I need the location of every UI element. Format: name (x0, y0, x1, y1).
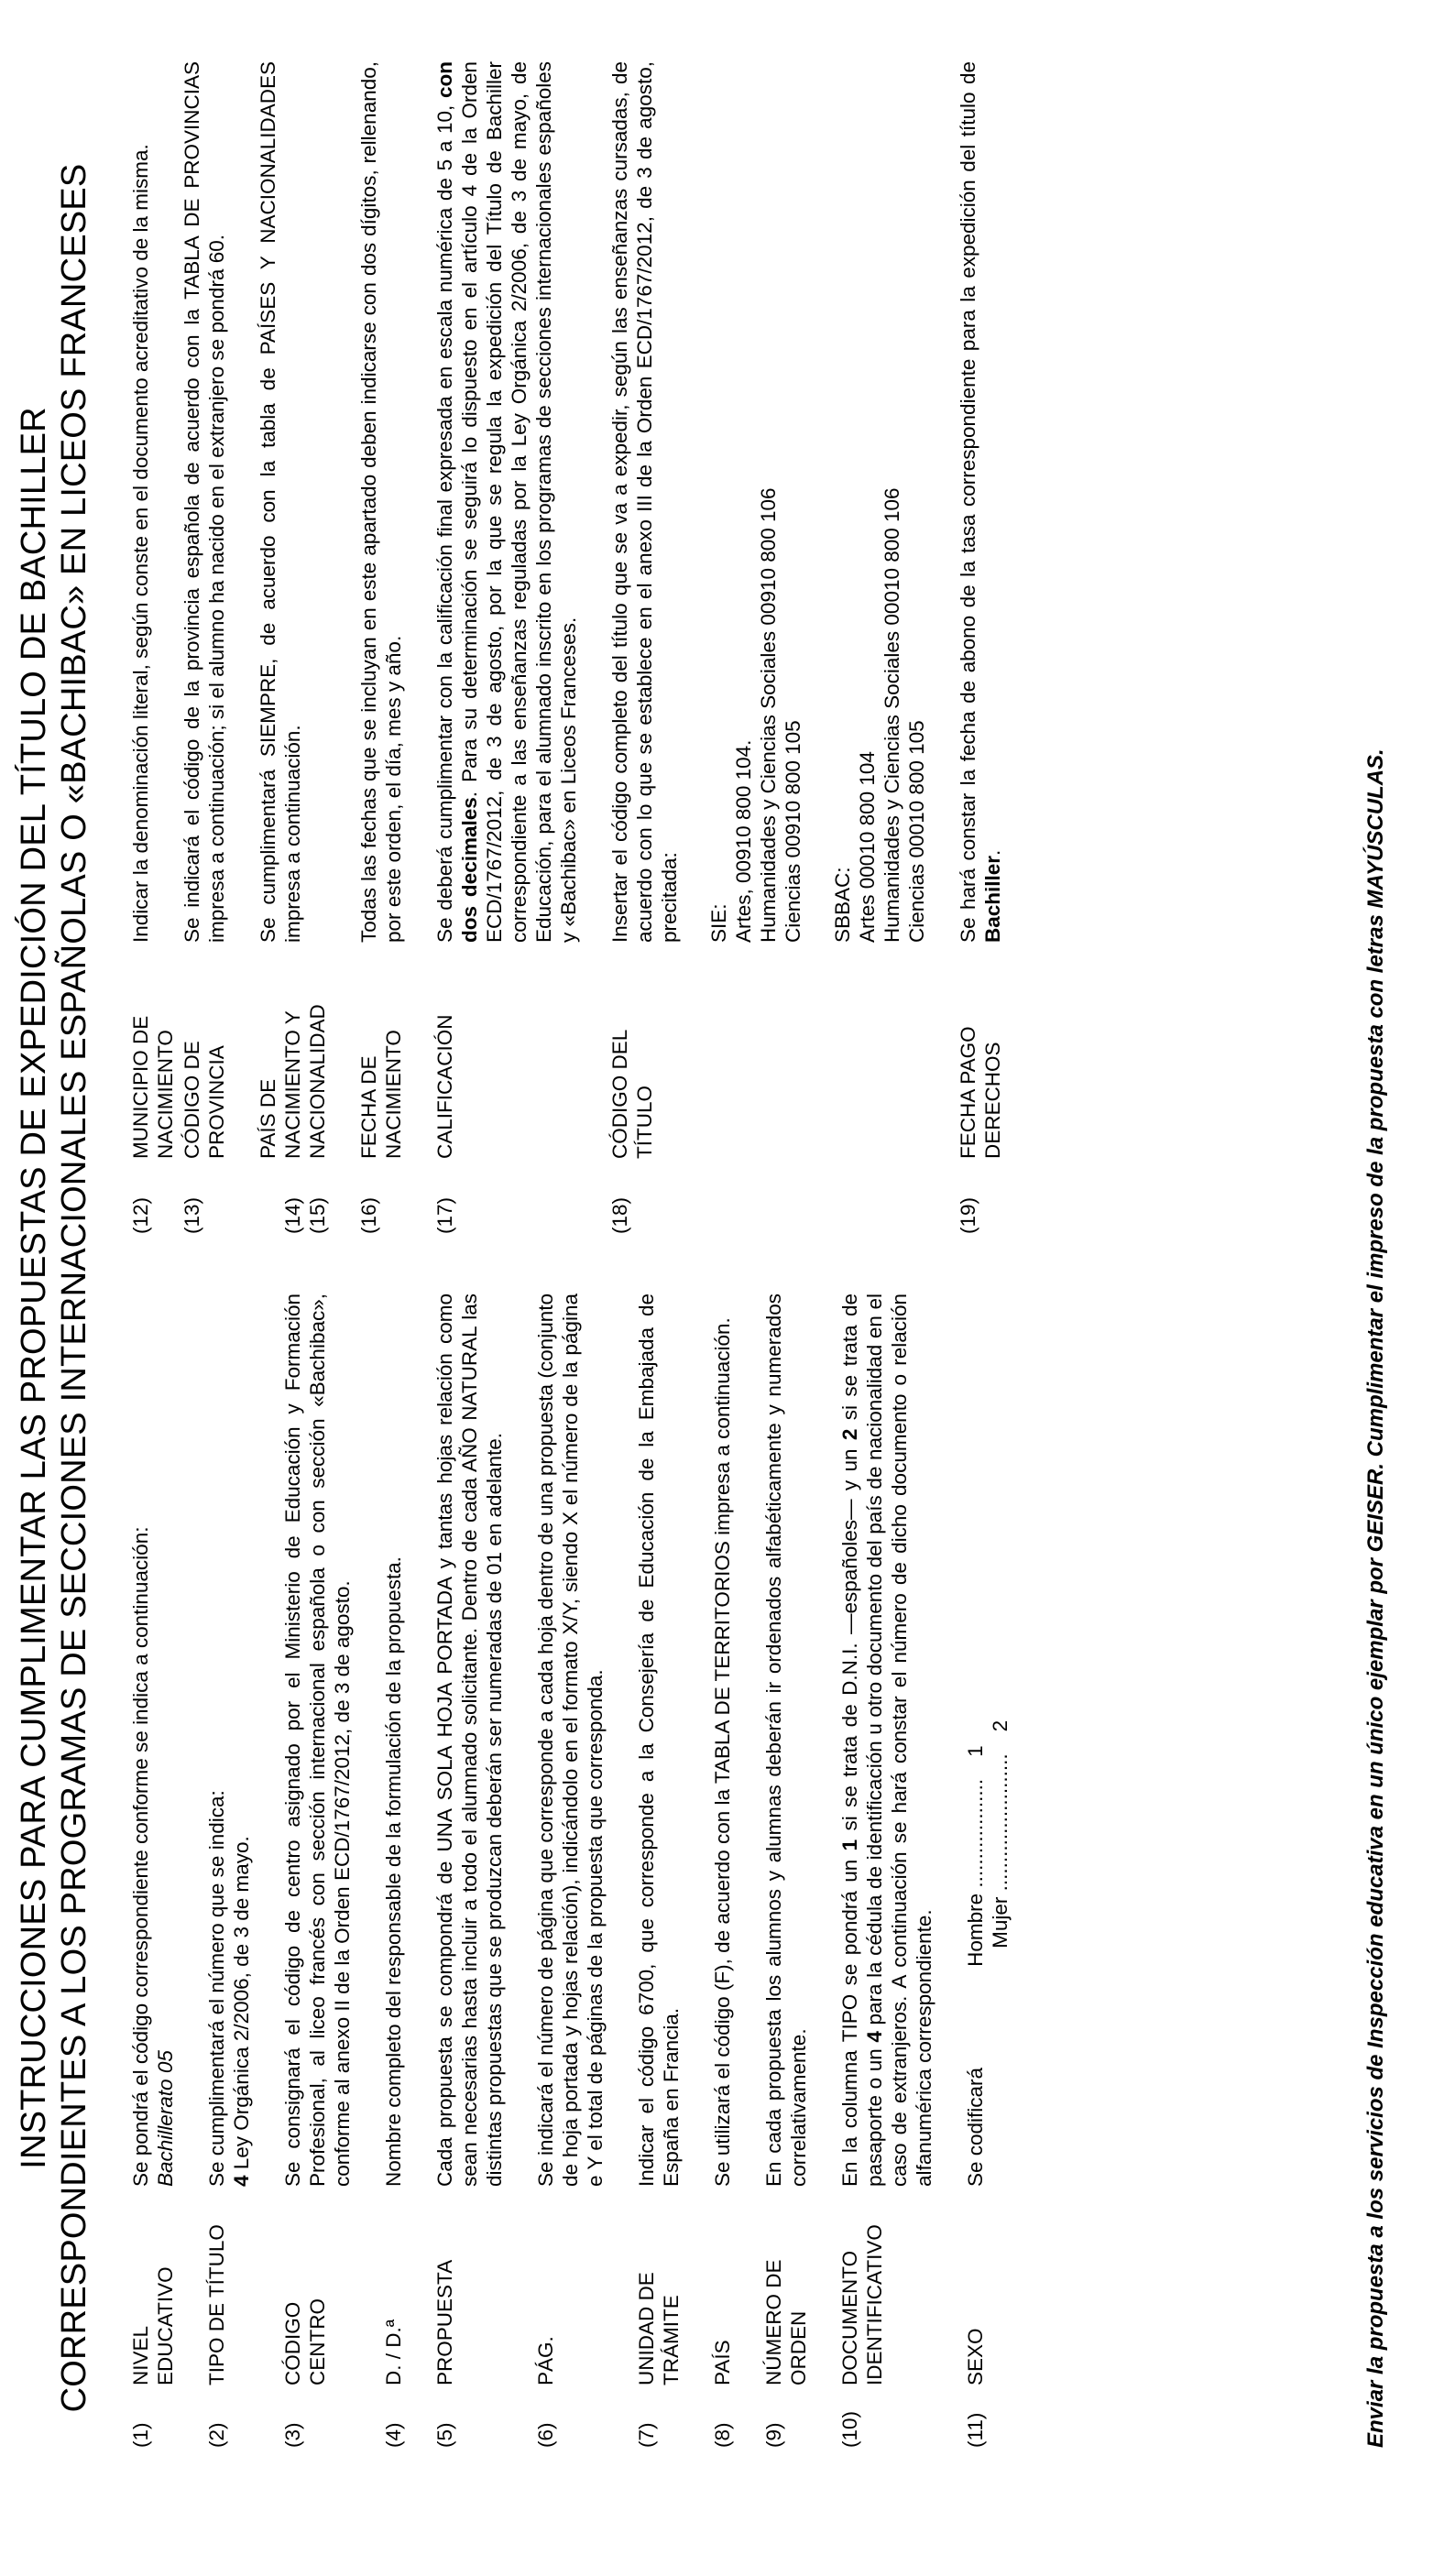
item-label: MUNICIPIO DE NACIMIENTO (129, 1015, 177, 1159)
item-number: (12) (129, 1196, 152, 1234)
sbbac-code-ciencias: Ciencias 00010 800 105 (905, 720, 928, 943)
item-label: DOCUMENTO IDENTIFICATIVO (838, 2224, 886, 2385)
item-number: (3) (281, 2422, 304, 2448)
item-description: Se hará constar la fecha de abono de la tasa correspondiente para la expedición del título de Bachiller. (957, 61, 1004, 943)
item-codigo-provincia (180, 61, 229, 1234)
item-pais (710, 1293, 735, 2448)
item-codigo-centro (280, 1293, 355, 2448)
document-title-line-2: CORRESPONDIENTES A LOS PROGRAMAS DE SECCIONES INTERNACIONALES ESPAÑOLAS O «BACHIBAC» EN LICEOS FRANCESES (55, 163, 93, 2413)
item-municipio-nacimiento (128, 61, 177, 1234)
description-text: Se pondrá el código correspondiente conforme se indica a continuación: (129, 1526, 152, 2187)
sexo-options (963, 1720, 1012, 1967)
sie-codes (706, 61, 805, 943)
item-label: FECHA PAGO DERECHOS (957, 1026, 1004, 1159)
item-label: NIVEL EDUCATIVO (129, 2266, 177, 2385)
item-number: (13) (180, 1196, 203, 1234)
item-label: SEXO (964, 2328, 987, 2385)
item-number: (18) (608, 1196, 631, 1234)
sexo-option-hombre: Hombre ................... 1 (964, 1745, 987, 1967)
item-tipo-titulo (204, 1293, 254, 2448)
sexo-codification (963, 1293, 1012, 2187)
description-italic-code: Bachillerato 05 (154, 2050, 177, 2187)
item-number: (17) (433, 1196, 456, 1234)
item-description (128, 1293, 178, 2187)
item-codigo-titulo (607, 61, 929, 1234)
item-number: (11) (964, 2412, 987, 2448)
item-number: (8) (711, 2422, 734, 2448)
description-text-2: 4 Ley Orgánica 2/2006, de 3 de mayo. (230, 1836, 253, 2187)
item-label: CÓDIGO CENTRO (281, 2298, 329, 2385)
footer-note: Enviar la propuesta a los servicios de Inspección educativa en un único ejemplar por GEISER. Cumplimentar el impreso de la propuesta con letras MAYÚSCULAS. (1363, 748, 1388, 2448)
item-description: Se cumplimentará SIEMPRE, de acuerdo con la tabla de PAÍSES Y NACIONALIDADES impresa a continuación. (257, 61, 304, 943)
item-number: (7) (635, 2422, 658, 2448)
item-description: En la columna TIPO se pondrá un 1 si se trata de D.N.I. —españoles— y un 2 si se trata de pasaporte o un 4 para la cédula de identificación u otro documento del país de nacionalidad en el caso de extranjeros. A continuación se hará constar el número de dicho documento o relación alfanumérica correspondiente. (838, 1293, 935, 2187)
item-number: (16) (357, 1196, 380, 1234)
instructions-right-column (128, 61, 1005, 1234)
sexo-option-mujer: Mujer ........................ 2 (989, 1719, 1012, 1948)
item-responsable (381, 1293, 406, 2448)
item-description (204, 1293, 254, 2187)
item-label: PAÍS DE NACIMIENTO Y NACIONALIDAD (257, 1004, 329, 1159)
item-pais-nacimiento-nacionalidad (256, 61, 330, 1234)
item-label: CÓDIGO DEL TÍTULO (608, 1030, 656, 1159)
item-label: CALIFICACIÓN (433, 1014, 456, 1159)
item-description: Se deberá cumplimentar con la calificación final expresada en escala numérica de 5 a 10, con dos decimales. Para su determinación se seguirá lo dispuesto en el artículo 4 de la Orden ECD/1767/2012, de 3 de agosto, por la que se regula la expedición del Título de Bachiller correspondiente a las enseñanzas reguladas por la Ley Orgánica 2/2006, de 3 de mayo, de Educación, para el alumnado inscrito en los programas de secciones internacionales españoles y «Bachibac» en Liceos Franceses. (433, 60, 580, 943)
item-description (607, 61, 929, 943)
item-description: En cada propuesta los alumnos y alumnas deberán ir ordenados alfabéticamente y numerados correlativamente. (762, 1293, 810, 2187)
item-number: (19) (957, 1196, 979, 1234)
item-label: NÚMERO DE ORDEN (762, 2259, 810, 2385)
item-nivel-educativo (128, 1293, 178, 2448)
item-description: Indicar el código 6700, que corresponde a la Consejería de Educación de la Embajada de España en Francia. (635, 1293, 683, 2187)
sbbac-heading: SBBAC: (831, 867, 854, 943)
item-number: (1) (129, 2422, 152, 2448)
sbbac-codes (830, 61, 929, 943)
item-description: Se indicará el código de la provincia española de acuerdo con la TABLA DE PROVINCIAS impresa a continuación; si el alumno ha nacido en el extranjero se pondrá 60. (180, 61, 228, 943)
item-description (963, 1293, 1012, 2187)
sbbac-code-humanidades: Humanidades y Ciencias Sociales 00010 800 106 (881, 487, 903, 943)
sie-code-artes: Artes, 00910 800 104. (732, 739, 755, 943)
item-label: PROPUESTA (433, 2259, 456, 2385)
item-label: D. / D.ª (382, 2319, 405, 2385)
item-number: (14) (15) (281, 1196, 329, 1234)
item-label: TIPO DE TÍTULO (205, 2224, 228, 2385)
item-description: Se utilizará el código (F), de acuerdo con la TABLA DE TERRITORIOS impresa a continuación. (711, 1317, 734, 2187)
item-number: (9) (762, 2422, 785, 2448)
description-text: Se cumplimentará el número que se indica: (205, 1790, 228, 2187)
item-number: (10) (838, 2410, 861, 2448)
sie-code-ciencias: Ciencias 00910 800 105 (782, 720, 804, 943)
item-documento-identificativo (837, 1293, 936, 2448)
sie-heading: SIE: (707, 903, 730, 943)
document-title-line-1: INSTRUCCIONES PARA CUMPLIMENTAR LAS PROPUESTAS DE EXPEDICIÓN DEL TÍTULO DE BACHILLER (15, 407, 53, 2169)
item-number: (4) (382, 2422, 405, 2448)
item-calificacion (432, 61, 581, 1234)
item-number: (6) (534, 2422, 557, 2448)
item-label: UNIDAD DE TRÁMITE (635, 2272, 683, 2385)
item-unidad-tramite (634, 1293, 684, 2448)
item-description: Se consignará el código de centro asignado por el Ministerio de Educación y Formación Profesional, al liceo francés con sección internacional española o con sección «Bachibac», conforme al anexo II de la Orden ECD/1767/2012, de 3 de agosto. (281, 1293, 354, 2187)
sbbac-code-artes: Artes 00010 800 104 (856, 751, 879, 943)
item-fecha-pago-derechos (956, 61, 1005, 1234)
item-label: FECHA DE NACIMIENTO (357, 1030, 405, 1159)
item-description: Cada propuesta se compondrá de UNA SOLA HOJA PORTADA y tantas hojas relación como sean necesarias hasta incluir a todo el alumnado solicitante. Dentro de cada AÑO NATURAL las distintas propuestas que se produzcan deberán ser numeradas de 01 en adelante. (433, 1293, 506, 2187)
item-description: Se indicará el número de página que corresponde a cada hoja dentro de una propuesta (conjunto de hoja portada y hojas relación), indicándolo en el formato X/Y, siendo X el número de la página e Y el total de páginas de la propuesta que corresponda. (534, 1293, 607, 2187)
item-numero-orden (761, 1293, 811, 2448)
item-number: (5) (433, 2422, 456, 2448)
description-text: Insertar el código completo del título que se va a expedir, según las enseñanzas cursadas, de acuerdo con lo que se establece en el anexo III de la Orden ECD/1767/2012, de 3 de agosto, precitada: (608, 61, 681, 943)
item-sexo (963, 1293, 1012, 2448)
item-number: (2) (205, 2422, 228, 2448)
instructions-left-column (128, 1293, 1012, 2448)
item-label: PÁG. (534, 2336, 557, 2385)
item-propuesta (432, 1293, 507, 2448)
item-label: CÓDIGO DE PROVINCIA (180, 1041, 228, 1159)
item-description: Nombre completo del responsable de la formulación de la propuesta. (382, 1556, 405, 2187)
item-description: Todas las fechas que se incluyan en este apartado deben indicarse con dos dígitos, rellenando, por este orden, el día, mes y año. (357, 61, 405, 943)
item-fecha-nacimiento (356, 61, 406, 1234)
item-pagina (533, 1293, 607, 2448)
item-description: Indicar la denominación literal, según conste en el documento acreditativo de la misma. (129, 144, 152, 943)
description-text: Se codificará (964, 2067, 987, 2187)
item-label: PAÍS (711, 2340, 734, 2385)
sie-code-humanidades: Humanidades y Ciencias Sociales 00910 800 106 (757, 487, 780, 943)
